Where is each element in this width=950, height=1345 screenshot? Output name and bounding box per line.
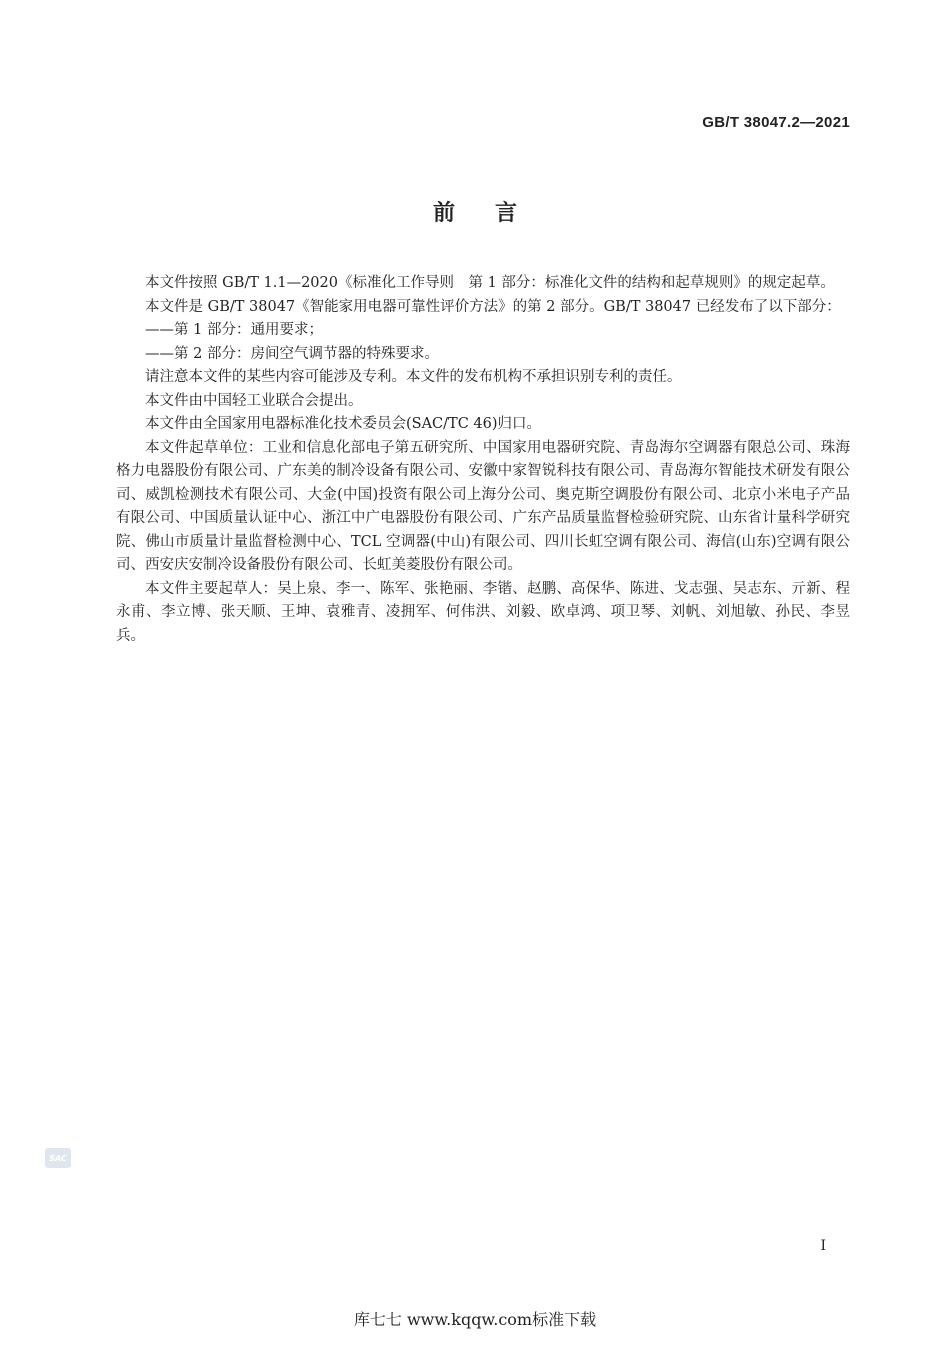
- sac-logo-text: SAC: [49, 1153, 67, 1163]
- foreword-body: [116, 272, 850, 648]
- standard-code: GB/T 38047.2—2021: [702, 114, 850, 131]
- paragraph-technical-committee: 本文件由全国家用电器标准化技术委员会(SAC/TC 46)归口。: [145, 416, 542, 432]
- page-title: 前言: [432, 201, 557, 226]
- paragraph-drafting-units: 本文件起草单位：工业和信息化部电子第五研究所、中国家用电器研究院、青岛海尔空调器有限总公司、珠海格力电器股份有限公司、广东美的制冷设备有限公司、安徽中家智锐科技有限公司、青岛海尔智能技术研发有限公司、威凯检测技术有限公司、大金(中国)投资有限公司上海分公司、奥克斯空调股份有限公司、北京小米电子产品有限公司、中国质量认证中心、浙江中广电器股份有限公司、广东产品质量监督检验研究院、山东省计量科学研究院、佛山市质量计量监督检测中心、TCL 空调器(中山)有限公司、四川长虹空调有限公司、海信(山东)空调有限公司、西安庆安制冷设备股份有限公司、长虹美菱股份有限公司。: [116, 439, 850, 573]
- sac-watermark-logo: [45, 1148, 71, 1168]
- list-item-part-2: ——第 2 部分：房间空气调节器的特殊要求。: [145, 345, 439, 362]
- paragraph-drafters: 本文件主要起草人：吴上泉、李一、陈军、张艳丽、李锴、赵鹏、高保华、陈进、戈志强、吴志东、亓新、程永甫、李立博、张天顺、王坤、袁雅青、凌拥军、何伟洪、刘毅、欧卓鸿、项卫琴、刘帆、刘旭敏、孙民、李昱兵。: [116, 580, 850, 644]
- paragraph-patent-notice: 请注意本文件的某些内容可能涉及专利。本文件的发布机构不承担识别专利的责任。: [145, 369, 682, 385]
- page-number: I: [820, 1238, 826, 1254]
- paragraph-drafting-rules: 本文件按照 GB/T 1.1—2020《标准化工作导则 第 1 部分：标准化文件的结构和起草规则》的规定起草。: [145, 275, 835, 291]
- paragraph-series-intro: 本文件是 GB/T 38047《智能家用电器可靠性评价方法》的第 2 部分。GB/T 38047 已经发布了以下部分：: [145, 298, 841, 315]
- paragraph-proposer: 本文件由中国轻工业联合会提出。: [145, 392, 363, 409]
- list-item-part-1: ——第 1 部分：通用要求；: [145, 322, 323, 338]
- footer-download-text: 库七七 www.kqqw.com标准下载: [353, 1310, 597, 1329]
